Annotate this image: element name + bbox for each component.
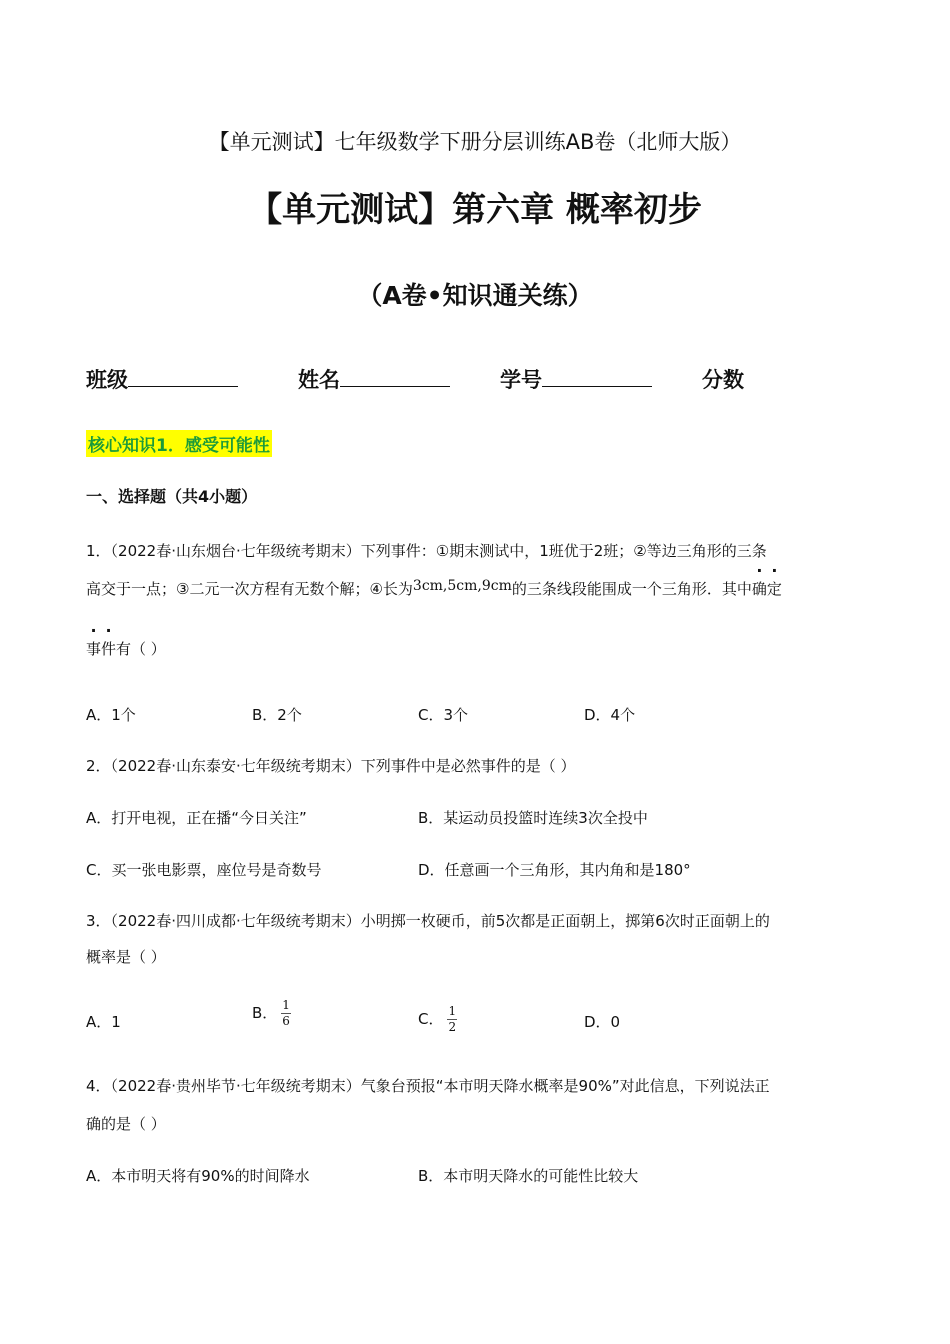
question-3-text: 小明掷一枚硬币，前5次都是正面朝上，掷第6次时正面朝上的 — [360, 912, 770, 930]
question-1-text-part: 有（ ） — [116, 640, 166, 658]
option-label: C． — [418, 1010, 444, 1028]
question-3-option-b[interactable] — [252, 998, 291, 1029]
fraction — [447, 1004, 457, 1035]
question-3-option-d[interactable]: D．0 — [584, 1013, 621, 1031]
question-4-text: 气象台预报“本市明天降水概率是90%”对此信息，下列说法正 — [360, 1077, 770, 1095]
page-title: 【单元测试】第六章 概率初步 — [248, 190, 702, 230]
question-3-line-2: 概率是（ ） — [86, 948, 166, 966]
question-2-line-1 — [86, 755, 576, 776]
name-label: 姓名 — [298, 368, 340, 392]
score-field — [702, 364, 744, 394]
question-3-option-a[interactable]: A．1 — [86, 1013, 121, 1031]
question-2-option-b[interactable]: B．某运动员投篮时连续3次全投中 — [418, 809, 648, 827]
series-title: 【单元测试】七年级数学下册分层训练AB卷（北师大版） — [208, 130, 742, 154]
question-1-option-b[interactable]: B．2个 — [252, 706, 302, 724]
question-1-line-2 — [86, 578, 782, 599]
question-4-line-2: 确的是（ ） — [86, 1115, 166, 1133]
section-heading: 一、选择题（共4小题） — [86, 487, 258, 506]
name-field — [298, 364, 450, 394]
class-field — [86, 364, 238, 394]
question-1-math: 3cm,5cm,9cm — [412, 578, 512, 594]
knowledge-heading: 核心知识1．感受可能性 — [86, 430, 272, 457]
name-blank — [340, 364, 450, 387]
question-3-option-c[interactable] — [418, 1004, 457, 1035]
question-1-source: 1．（2022春·山东烟台·七年级统考期末） — [86, 542, 361, 560]
fraction — [281, 998, 291, 1029]
option-label: B． — [252, 1004, 278, 1022]
question-3-line-1 — [86, 910, 770, 931]
id-field — [500, 364, 652, 394]
question-2-option-c[interactable]: C．买一张电影票，座位号是奇数号 — [86, 861, 322, 879]
emphasis-char: 确 — [751, 580, 767, 598]
question-1-option-c[interactable]: C．3个 — [418, 706, 469, 724]
fraction-numerator: 1 — [282, 998, 290, 1012]
question-2-text: 下列事件中是必然事件的是（ ） — [360, 757, 576, 775]
question-4-option-b[interactable]: B．本市明天降水的可能性比较大 — [418, 1167, 639, 1185]
question-1-option-a[interactable]: A．1个 — [86, 706, 136, 724]
class-blank — [128, 364, 238, 387]
question-2-option-d[interactable]: D．任意画一个三角形，其内角和是180° — [418, 861, 691, 879]
question-1-option-d[interactable]: D．4个 — [584, 706, 636, 724]
question-1-line-1 — [86, 540, 767, 561]
fraction-denominator: 2 — [448, 1020, 457, 1034]
question-1-text-part: 的三条线段能围成一个三角形．其中 — [511, 580, 752, 598]
question-1-text: 下列事件：①期末测试中，1班优于2班；②等边三角形的三条 — [360, 542, 767, 560]
emphasis-char: 事 — [86, 640, 102, 658]
score-label: 分数 — [702, 368, 744, 392]
question-1-line-3 — [86, 638, 166, 659]
emphasis-char: 定 — [766, 580, 782, 598]
question-4-option-a[interactable]: A．本市明天将有90%的时间降水 — [86, 1167, 310, 1185]
question-2-source: 2．（2022春·山东泰安·七年级统考期末） — [86, 757, 361, 775]
question-3-source: 3．（2022春·四川成都·七年级统考期末） — [86, 912, 361, 930]
question-1-text-part: 高交于一点；③二元一次方程有无数个解；④长为 — [86, 580, 413, 598]
question-2-option-a[interactable]: A．打开电视，正在播“今日关注” — [86, 809, 307, 827]
page-subtitle: （A卷•知识通关练） — [357, 281, 593, 310]
question-4-source: 4．（2022春·贵州毕节·七年级统考期末） — [86, 1077, 361, 1095]
class-label: 班级 — [86, 368, 128, 392]
fraction-numerator: 1 — [448, 1004, 457, 1018]
question-4-line-1 — [86, 1075, 770, 1096]
fraction-denominator: 6 — [282, 1014, 290, 1028]
emphasis-char: 件 — [101, 640, 117, 658]
id-blank — [542, 364, 652, 387]
id-label: 学号 — [500, 368, 542, 392]
